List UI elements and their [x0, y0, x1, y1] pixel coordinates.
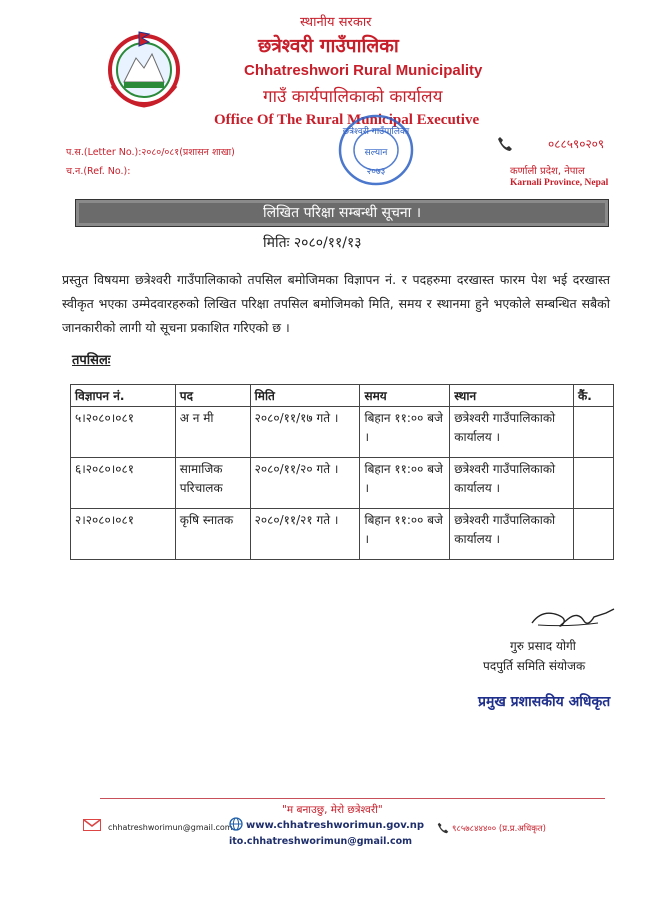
table-row: [71, 458, 614, 509]
exam-schedule-table: [70, 384, 614, 560]
notice-title-banner: [75, 199, 609, 227]
column-header: पद: [175, 385, 250, 407]
handwritten-signature: [528, 605, 618, 631]
exam-time: बिहान ११:०० बजे ।: [360, 458, 450, 509]
footer-email-secondary: ito.chhatreshworimun@gmail.com: [229, 836, 413, 847]
advertisement-number: २।२०८०।०८१: [71, 509, 176, 560]
header-office-en: Office Of The Rural Municipal Executive: [214, 112, 480, 128]
exam-time: बिहान ११:०० बजे ।: [360, 407, 450, 458]
remarks: [574, 458, 614, 509]
phone-icon: [497, 136, 513, 152]
letter-number: प.स.(Letter No.):२०८०/०८१(प्रशासन शाखा): [66, 147, 235, 158]
column-header: विज्ञापन नं.: [71, 385, 176, 407]
signatory-title: पदपुर्ति समिति संयोजक: [483, 659, 586, 673]
reference-number: च.न.(Ref. No.):: [66, 166, 131, 177]
details-label: तपसिलः: [72, 353, 111, 368]
exam-date: २०८०/११/१७ गते ।: [250, 407, 360, 458]
exam-venue: छत्रेश्वरी गाउँपालिकाको कार्यालय ।: [450, 407, 574, 458]
office-phone: ०८८५९०२०९: [548, 137, 605, 151]
column-header: कैं.: [574, 385, 614, 407]
municipality-emblem: [106, 30, 182, 108]
notice-body: प्रस्तुत विषयमा छत्रेश्वरी गाउँपालिकाको तपसिल बमोजिमका विज्ञापन नं. र पदहरुमा दरखास्त फारम पेश भई दरखास्त स्वीकृत भएका उम्मेदवारहरुको लिखित परिक्षा तपसिल बमोजिमको मिति, समय र स्थानमा हुने भएकोले सम्बन्धित सबैको जानकारीको लागी यो सूचना प्रकाशित गरिएको छ ।: [62, 272, 610, 335]
notice-title: लिखित परिक्षा सम्बन्धी सूचना ।: [262, 205, 422, 221]
position: कृषि स्नातक: [175, 509, 250, 560]
advertisement-number: ६।२०८०।०८१: [71, 458, 176, 509]
position: अ न मी: [175, 407, 250, 458]
footer-slogan: "म बनाउछु, मेरो छत्रेश्वरी": [282, 804, 383, 816]
column-header: स्थान: [450, 385, 574, 407]
signatory-stamp-title: प्रमुख प्रशासकीय अधिकृत: [478, 694, 611, 710]
notice-date: मितिः २०८०/११/१३: [263, 235, 362, 251]
signatory-name: गुरु प्रसाद योगी: [510, 639, 576, 653]
exam-date: २०८०/११/२१ गते ।: [250, 509, 360, 560]
exam-date: २०८०/११/२० गते ।: [250, 458, 360, 509]
gmail-icon: [83, 819, 101, 831]
stamp-district: सल्यान: [364, 148, 388, 158]
office-round-stamp: [326, 110, 426, 190]
province-np: कर्णाली प्रदेश, नेपाल: [510, 166, 585, 177]
globe-icon: [229, 817, 243, 831]
column-header: समय: [360, 385, 450, 407]
province-en: Karnali Province, Nepal: [510, 178, 609, 188]
column-header: मिति: [250, 385, 360, 407]
table-row: [71, 509, 614, 560]
exam-time: बिहान ११:०० बजे ।: [360, 509, 450, 560]
exam-venue: छत्रेश्वरी गाउँपालिकाको कार्यालय ।: [450, 509, 574, 560]
footer-divider: [100, 798, 605, 799]
table-header-row: [71, 385, 614, 407]
advertisement-number: ५।२०८०।०८१: [71, 407, 176, 458]
footer-email: chhatreshworimun@gmail.com: [108, 823, 233, 832]
remarks: [574, 509, 614, 560]
header-local-government: स्थानीय सरकार: [300, 15, 372, 30]
table-row: [71, 407, 614, 458]
stamp-municipality-name: छत्रेश्वरी गाउँपालिका: [342, 127, 410, 137]
phone-icon: [437, 822, 449, 834]
remarks: [574, 407, 614, 458]
header-municipality-en: Chhatreshwori Rural Municipality: [244, 62, 483, 79]
stamp-year: २०७३: [366, 167, 386, 177]
footer-website: www.chhatreshworimun.gov.np: [246, 820, 425, 831]
header-municipality-np: छत्रेश्वरी गाउँपालिका: [258, 35, 399, 57]
position: सामाजिक परिचालक: [175, 458, 250, 509]
header-office-np: गाउँ कार्यपालिकाको कार्यालय: [263, 87, 443, 107]
exam-venue: छत्रेश्वरी गाउँपालिकाको कार्यालय ।: [450, 458, 574, 509]
footer-phone: ९८५७८४४४०० (प्र.प्र.अधिकृत): [452, 824, 546, 834]
